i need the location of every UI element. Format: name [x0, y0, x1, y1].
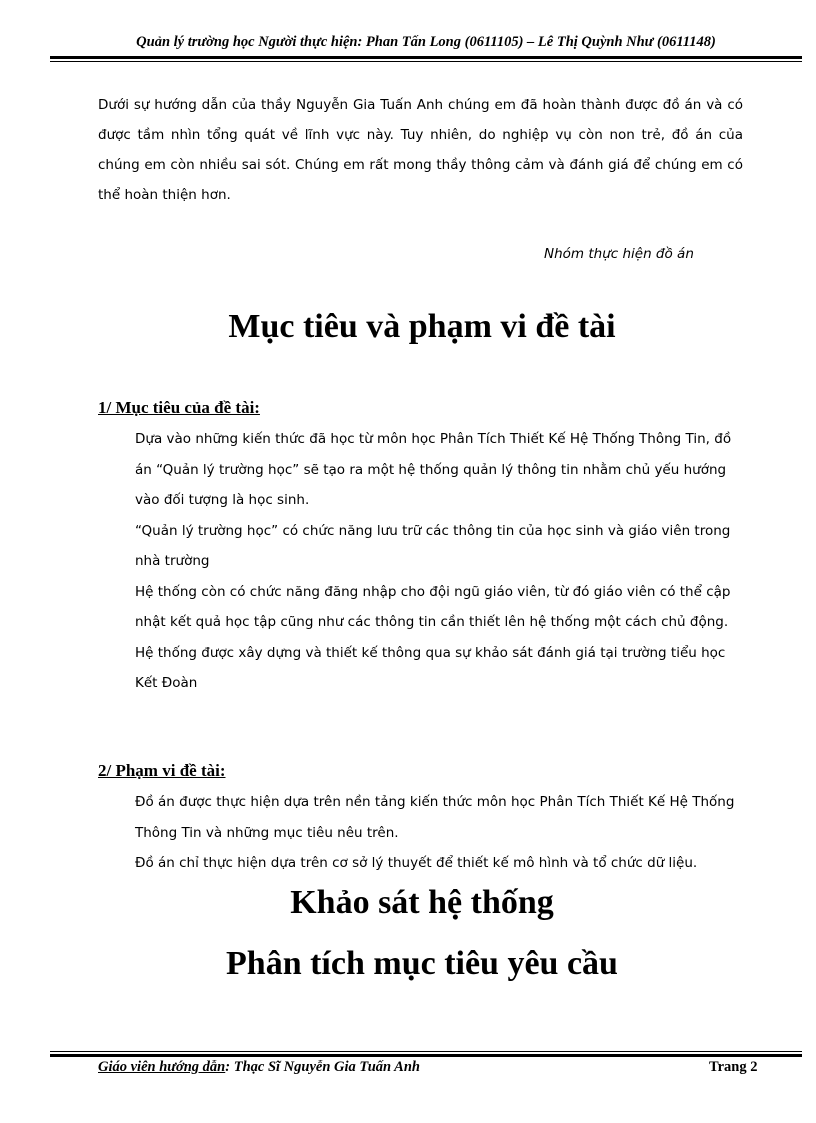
footer-instructor-name: : Thạc Sĩ Nguyễn Gia Tuấn Anh — [225, 1059, 420, 1075]
section-1-paragraph: “Quản lý trường học” có chức năng lưu trữ các thông tin của học sinh và giáo viên trong nhà trường — [135, 522, 731, 569]
section-1-body — [135, 424, 735, 699]
section-1-paragraph: Dựa vào những kiến thức đã học từ môn học Phân Tích Thiết Kế Hệ Thống Thông Tin, đồ án “Quản lý trường học” sẽ tạo ra một hệ thống quản lý thông tin nhằm chủ yếu hướng vào đối tượng là học sinh. — [135, 431, 732, 508]
section-2-paragraph: Đồ án được thực hiện dựa trên nền tảng kiến thức môn học Phân Tích Thiết Kế Hệ Thống Thông Tin và những mục tiêu nêu trên. — [135, 794, 735, 841]
section-1-paragraph: Hệ thống còn có chức năng đăng nhập cho đội ngũ giáo viên, từ đó giáo viên có thể cập nhật kết quả học tập cũng như các thông tin cần thiết lên hệ thống một cách chủ động. — [135, 583, 731, 630]
section-1-paragraph: Hệ thống được xây dựng và thiết kế thông qua sự khảo sát đánh giá tại trường tiểu học Kết Đoàn — [135, 644, 726, 691]
survey-title: Khảo sát hệ thống — [290, 884, 554, 921]
analysis-title: Phân tích mục tiêu yêu cầu — [226, 945, 618, 982]
footer-rule-thick — [50, 1054, 802, 1057]
signature: Nhóm thực hiện đồ án — [544, 246, 694, 262]
section-2-body — [135, 787, 735, 879]
header-rule-thick — [50, 56, 802, 59]
page-header: Quản lý trường học Người thực hiện: Phan Tấn Long (0611105) – Lê Thị Quỳnh Như (0611148) — [136, 34, 716, 50]
section-2-paragraph: Đồ án chỉ thực hiện dựa trên cơ sở lý thuyết để thiết kế mô hình và tổ chức dữ liệu. — [135, 855, 698, 871]
section-1-heading: 1/ Mục tiêu của đề tài: — [98, 398, 260, 417]
footer-instructor-label: Giáo viên hướng dẫn — [98, 1059, 226, 1075]
page-number: Trang 2 — [709, 1059, 758, 1075]
footer-rule-thin — [50, 1051, 802, 1052]
header-rule-thin — [50, 61, 802, 62]
footer-instructor — [98, 1059, 420, 1076]
section-2-heading: 2/ Phạm vi đề tài: — [98, 761, 226, 780]
page-title: Mục tiêu và phạm vi đề tài — [228, 308, 616, 345]
intro-paragraph: Dưới sự hướng dẫn của thầy Nguyễn Gia Tuấn Anh chúng em đã hoàn thành được đồ án và có được tầm nhìn tổng quát về lĩnh vực này. Tuy nhiên, do nghiệp vụ còn non trẻ, đồ án của chúng em còn nhiều sai sót. Chúng em rất mong thầy thông cảm và đánh giá để chúng em có thể hoàn thiện hơn. — [98, 97, 743, 203]
